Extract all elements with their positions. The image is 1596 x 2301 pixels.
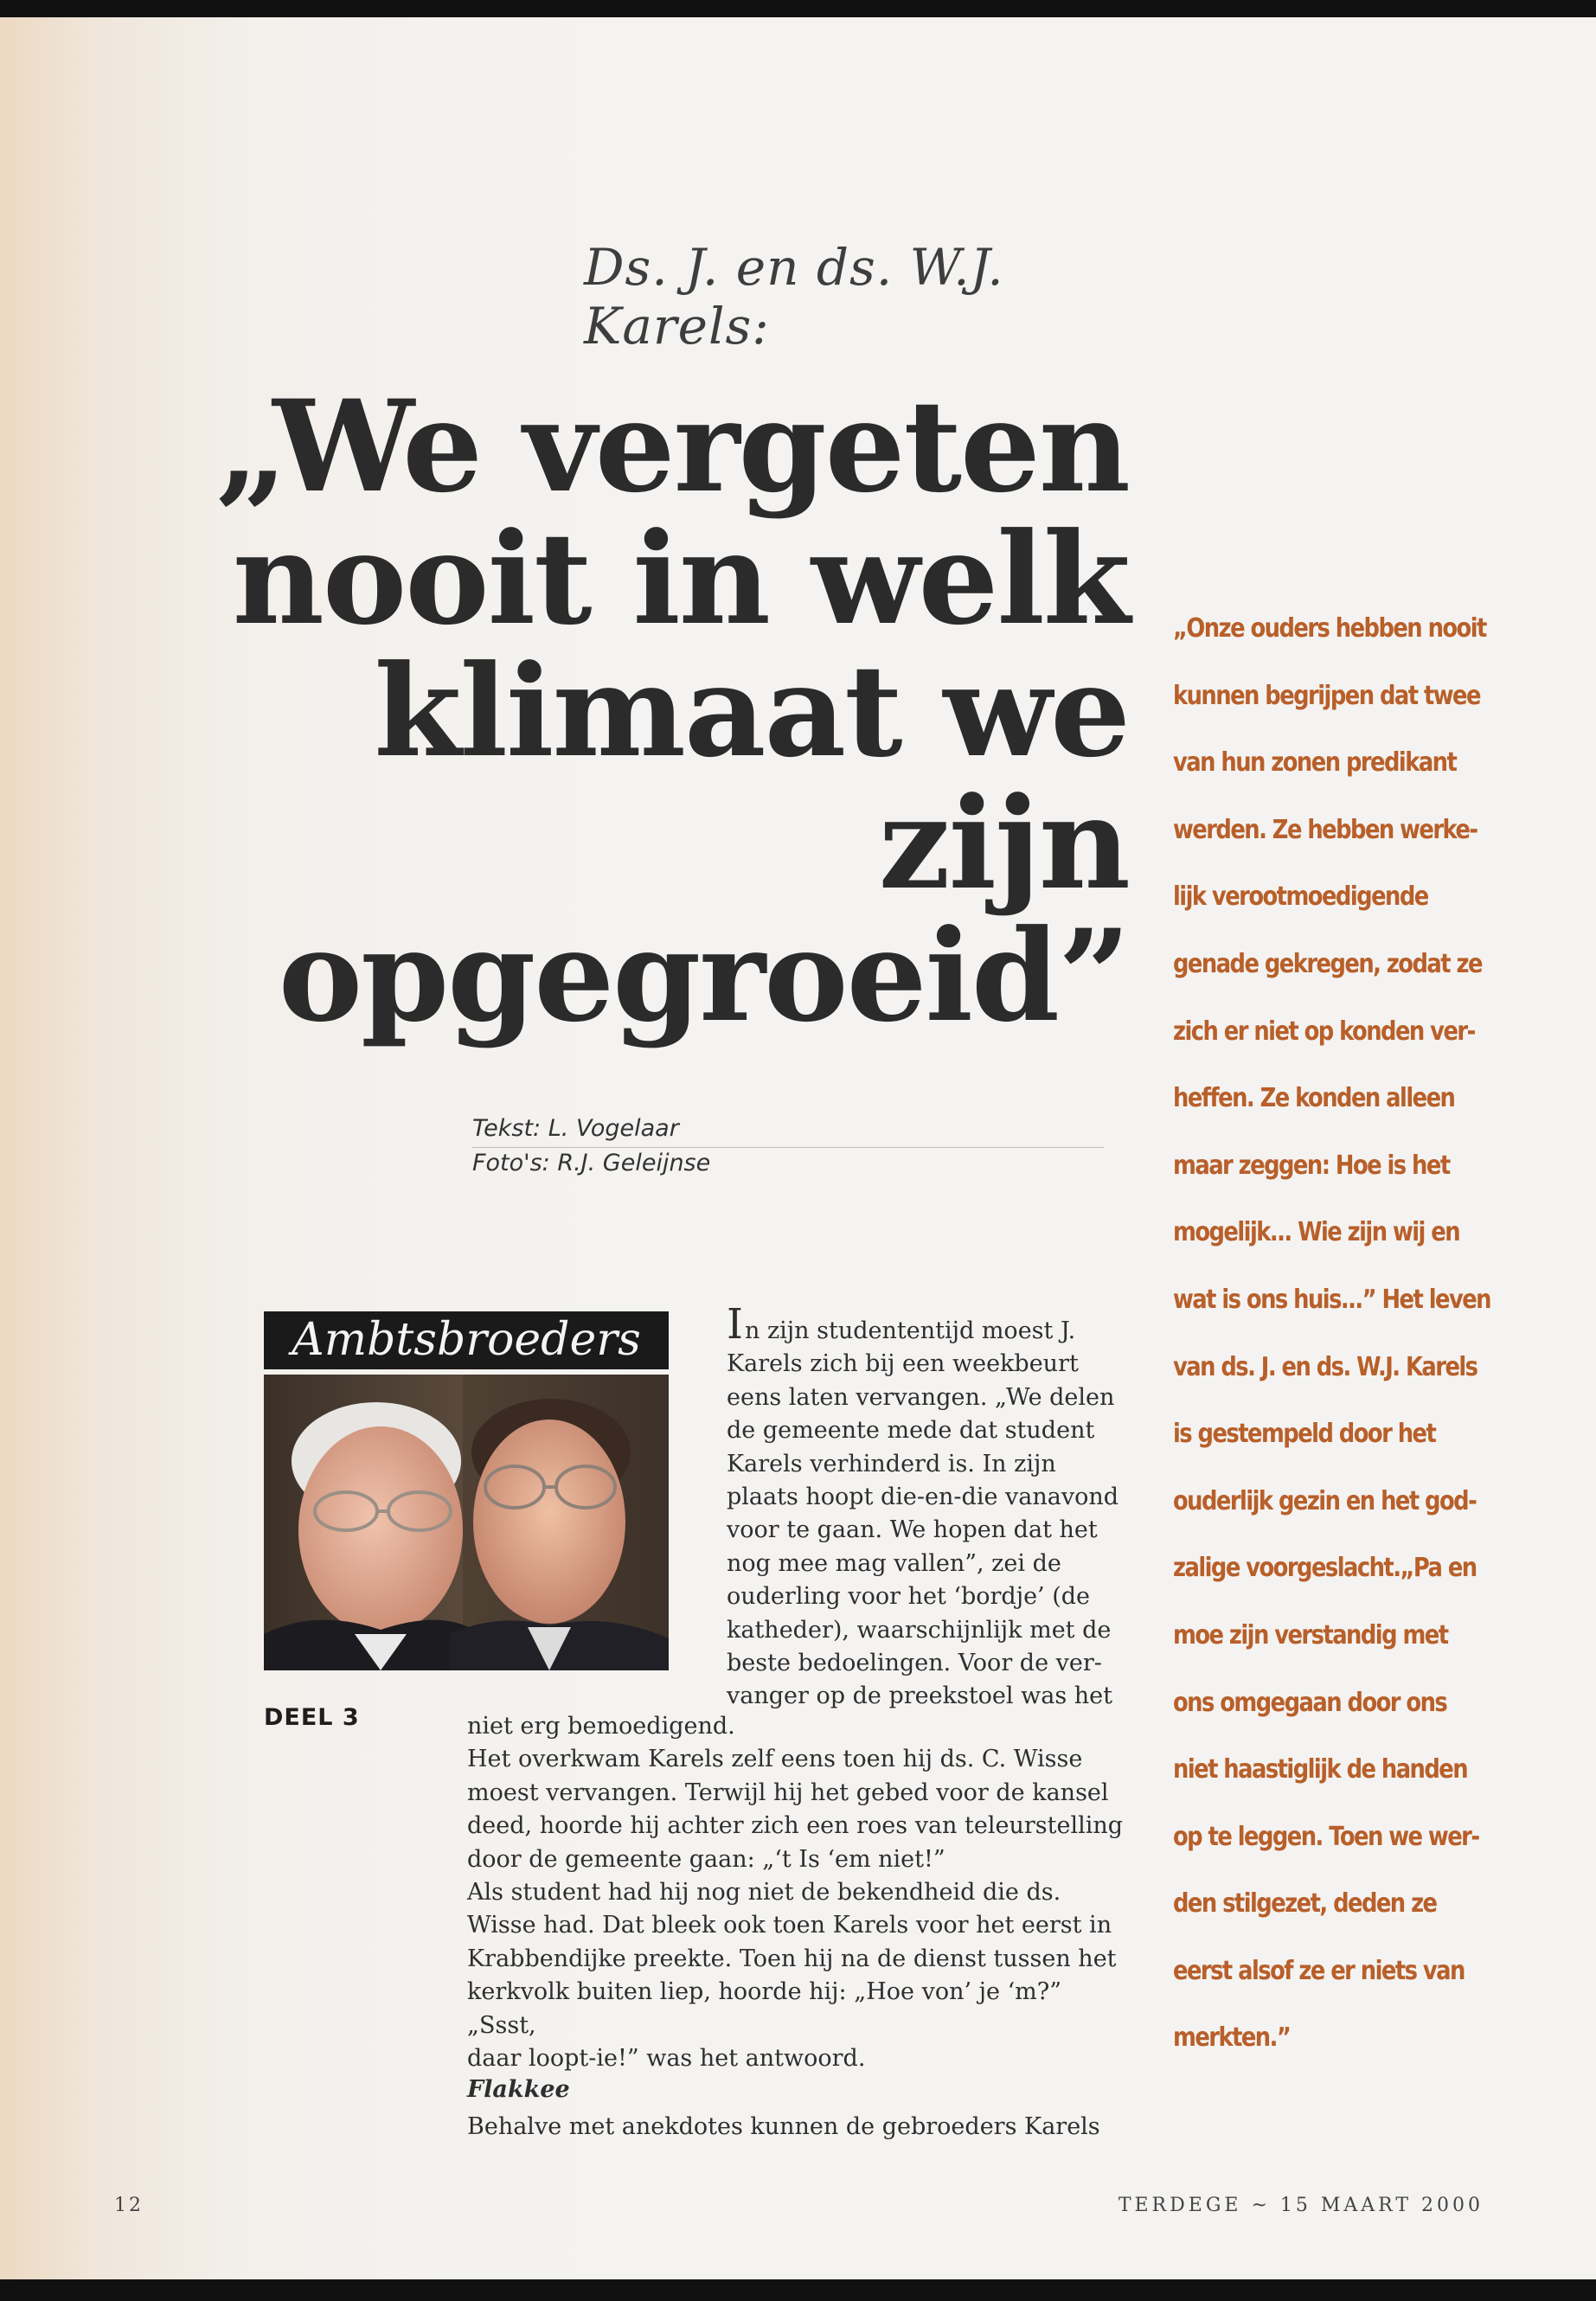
credits-divider	[472, 1147, 1104, 1148]
text-credit: Tekst: L. Vogelaar	[472, 1115, 679, 1142]
pullquote-line: heffen. Ze konden alleen	[1173, 1083, 1455, 1114]
body-line: voor te gaan. We hopen dat het	[727, 1516, 1098, 1544]
magazine-page	[0, 17, 1596, 2279]
body-line: nog mee mag vallen”, zei de	[727, 1549, 1061, 1577]
body-line: deed, hoorde hij achter zich een roes van teleurstelling	[467, 1812, 1124, 1840]
pull-quote	[1173, 595, 1500, 2072]
pullquote-line: den stilgezet, deden ze	[1173, 1888, 1437, 1920]
body-line: niet erg bemoedigend.	[467, 1713, 735, 1740]
body-line: katheder), waarschijnlijk met de	[727, 1616, 1112, 1644]
body-column-second	[467, 1710, 1133, 2075]
portrait-photo	[264, 1375, 669, 1670]
body-line: Het overkwam Karels zelf eens toen hij ds. C. Wisse	[467, 1746, 1083, 1773]
body-line: moest vervangen. Terwijl hij het gebed voor de kansel	[467, 1779, 1109, 1806]
pullquote-line: moe zijn verstandig met	[1173, 1619, 1448, 1650]
pullquote-line: zalige voorgeslacht.„Pa en	[1173, 1553, 1477, 1584]
pullquote-line: mogelijk... Wie zijn wij en	[1173, 1217, 1460, 1248]
pullquote-line: kunnen begrijpen dat twee	[1173, 680, 1480, 711]
publication-footer: TERDEGE ~ 15 MAART 2000	[1118, 2195, 1484, 2216]
photo-credit: Foto's: R.J. Geleijnse	[472, 1150, 711, 1176]
body-column-first	[727, 1300, 1125, 1714]
pullquote-line: wat is ons huis...” Het leven	[1173, 1284, 1490, 1315]
body-line: Wisse had. Dat bleek ook toen Karels voor het eerst in	[467, 1912, 1112, 1939]
pullquote-line: werden. Ze hebben werke-	[1173, 814, 1477, 845]
pullquote-line: merkten.”	[1173, 2022, 1291, 2054]
page-number: 12	[114, 2195, 144, 2216]
pullquote-line: ons omgegaan door ons	[1173, 1687, 1447, 1718]
headline-line: klimaat we zijn	[374, 638, 1129, 918]
headline-line: nooit in welk	[232, 505, 1129, 653]
series-part-label: DEEL 3	[264, 1704, 360, 1731]
drop-cap: I	[727, 1300, 743, 1349]
body-line: Als student had hij nog niet de bekendheid die ds.	[467, 1879, 1061, 1907]
series-title: Ambtsbroeders	[264, 1311, 669, 1369]
body-line: ouderling voor het ‘bordje’ (de	[727, 1583, 1091, 1611]
body-line-text: n zijn studententijd moest J.	[744, 1317, 1076, 1344]
article-headline	[121, 373, 1129, 1050]
body-line: Behalve met anekdotes kunnen de gebroeders Karels	[467, 2113, 1100, 2140]
pullquote-line: „Onze ouders hebben nooit	[1173, 613, 1486, 644]
pullquote-line: van ds. J. en ds. W.J. Karels	[1173, 1351, 1477, 1382]
pullquote-line: maar zeggen: Hoe is het	[1173, 1150, 1450, 1181]
body-line: de gemeente mede dat student	[727, 1417, 1095, 1445]
pullquote-line: op te leggen. Toen we wer-	[1173, 1821, 1479, 1852]
pullquote-line: eerst alsof ze er niets van	[1173, 1955, 1465, 1986]
headline-line: opgegroeid”	[278, 902, 1129, 1050]
body-line: eens laten vervangen. „We delen	[727, 1383, 1115, 1411]
body-line: daar loopt-ie!” was het antwoord.	[467, 2045, 866, 2073]
body-line: Karels zich bij een weekbeurt	[727, 1350, 1079, 1378]
body-line: Krabbendijke preekte. Toen hij na de dienst tussen het	[467, 1945, 1117, 1972]
pullquote-line: niet haastiglijk de handen	[1173, 1754, 1468, 1785]
pullquote-line: genade gekregen, zodat ze	[1173, 948, 1482, 979]
article-kicker: Ds. J. en ds. W.J. Karels:	[584, 238, 1004, 356]
pullquote-line: is gestempeld door het	[1173, 1419, 1436, 1450]
body-line: vanger op de preekstoel was het	[727, 1682, 1112, 1710]
headline-line: „We vergeten	[215, 373, 1129, 521]
pullquote-line: van hun zonen predikant	[1173, 747, 1457, 779]
section-subhead: Flakkee	[467, 2076, 570, 2103]
article-credits	[472, 1112, 1104, 1181]
body-line: door de gemeente gaan: „‘t Is ‘em niet!”	[467, 1845, 945, 1873]
pullquote-line: zich er niet op konden ver-	[1173, 1016, 1475, 1047]
pullquote-line: lijk verootmoedigende	[1173, 881, 1428, 913]
body-line: Karels verhinderd is. In zijn	[727, 1450, 1056, 1477]
pullquote-line: ouderlijk gezin en het god-	[1173, 1485, 1477, 1516]
series-box	[264, 1311, 669, 1670]
body-line: beste bedoelingen. Voor de ver-	[727, 1650, 1102, 1677]
body-line: kerkvolk buiten liep, hoorde hij: „Hoe von’ je ‘m?” „Ssst,	[467, 1978, 1062, 2039]
body-line	[727, 1300, 1125, 1349]
body-line: plaats hoopt die-en-die vanavond	[727, 1484, 1119, 1511]
